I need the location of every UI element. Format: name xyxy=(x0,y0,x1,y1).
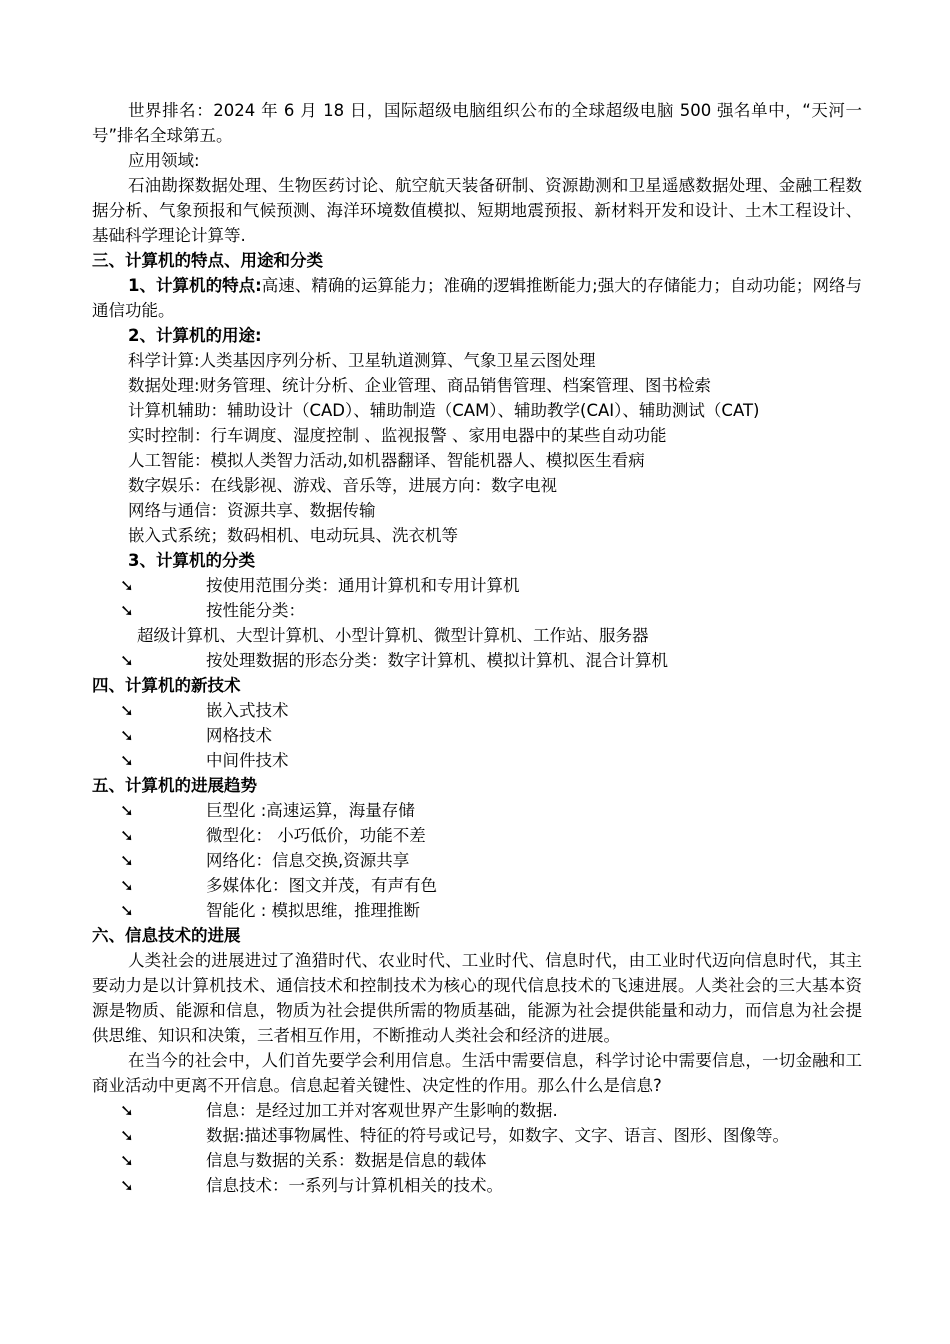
list-item: ➘ 中间件技术 xyxy=(92,748,862,773)
document-page xyxy=(92,98,862,1198)
arrow-bullet-icon: ➘ xyxy=(120,1176,134,1195)
arrow-bullet-icon: ➘ xyxy=(120,651,134,670)
list-item: ➘ 智能化 : 模拟思维，推理推断 xyxy=(92,898,862,923)
uses-heading: 2、计算机的用途: xyxy=(128,326,262,345)
arrow-bullet-icon: ➘ xyxy=(120,901,134,920)
section3-heading: 三、计算机的特点、用途和分类 xyxy=(92,251,323,270)
features-paragraph xyxy=(92,273,862,323)
list-item: ➘ 网格技术 xyxy=(92,723,862,748)
arrow-bullet-icon: ➘ xyxy=(120,876,134,895)
list-item: ➘ 按性能分类： xyxy=(92,598,862,623)
list-item: ➘ 多媒体化：图文并茂，有声有色 xyxy=(92,873,862,898)
application-label: 应用领域: xyxy=(128,151,200,170)
features-text: 高速、精确的运算能力；准确的逻辑推断能力;强大的存储能力；自动功能；网络与通信功能。 xyxy=(92,276,862,320)
arrow-bullet-icon: ➘ xyxy=(120,576,134,595)
use-line: 计算机辅助：辅助设计（CAD）、辅助制造（CAM）、辅助教学(CAI）、辅助测试（CAT) xyxy=(128,401,760,420)
use-line: 人工智能：模拟人类智力活动,如机器翻译、智能机器人、模拟医生看病 xyxy=(128,451,645,470)
arrow-bullet-icon: ➘ xyxy=(120,601,134,620)
arrow-bullet-icon: ➘ xyxy=(120,726,134,745)
arrow-bullet-icon: ➘ xyxy=(120,851,134,870)
list-item: ➘ 微型化： 小巧低价，功能不差 xyxy=(92,823,862,848)
info-paragraph-2: 在当今的社会中，人们首先要学会利用信息。生活中需要信息，科学讨论中需要信息，一切金融和工商业活动中更离不开信息。信息起着关键性、决定性的作用。那么什么是信息? xyxy=(92,1051,862,1095)
info-paragraph-1: 人类社会的进展进过了渔猎时代、农业时代、工业时代、信息时代，由工业时代迈向信息时代，其主要动力是以计算机技术、通信技术和控制技术为核心的现代信息技术的飞速进展。人类社会的三大基本资源是物质、能源和信息，物质为社会提供所需的物质基础，能源为社会提供能量和动力，而信息为社会提供思维、知识和决策，三者相互作用，不断推动人类社会和经济的进展。 xyxy=(92,951,862,1045)
arrow-bullet-icon: ➘ xyxy=(120,801,134,820)
performance-class-list: 超级计算机、大型计算机、小型计算机、微型计算机、工作站、服务器 xyxy=(137,626,649,645)
list-item: ➘ 信息与数据的关系：数据是信息的载体 xyxy=(92,1148,862,1173)
use-line: 嵌入式系统；数码相机、电动玩具、洗衣机等 xyxy=(128,526,458,545)
application-paragraph: 石油勘探数据处理、生物医药讨论、航空航天装备研制、资源勘测和卫星遥感数据处理、金融工程数据分析、气象预报和气候预测、海洋环境数值模拟、短期地震预报、新材料开发和设计、土木工程设计、基础科学理论计算等. xyxy=(92,176,862,245)
list-item: ➘ 按处理数据的形态分类：数字计算机、模拟计算机、混合计算机 xyxy=(92,648,862,673)
list-item: ➘ 巨型化 :高速运算，海量存储 xyxy=(92,798,862,823)
features-label: 1、计算机的特点: xyxy=(128,276,262,295)
section4-heading: 四、计算机的新技术 xyxy=(92,676,241,695)
arrow-bullet-icon: ➘ xyxy=(120,701,134,720)
arrow-bullet-icon: ➘ xyxy=(120,751,134,770)
use-line: 数字娱乐：在线影视、游戏、音乐等，进展方向：数字电视 xyxy=(128,476,557,495)
use-line: 数据处理:财务管理、统计分析、企业管理、商品销售管理、档案管理、图书检索 xyxy=(128,376,712,395)
list-item: ➘ 信息：是经过加工并对客观世界产生影响的数据. xyxy=(92,1098,862,1123)
section6-heading: 六、信息技术的进展 xyxy=(92,926,241,945)
list-item: ➘ 嵌入式技术 xyxy=(92,698,862,723)
use-line: 科学计算:人类基因序列分析、卫星轨道测算、气象卫星云图处理 xyxy=(128,351,596,370)
list-item: ➘ 按使用范围分类：通用计算机和专用计算机 xyxy=(92,573,862,598)
list-item: ➘ 信息技术：一系列与计算机相关的技术。 xyxy=(92,1173,862,1198)
classification-heading: 3、计算机的分类 xyxy=(128,551,255,570)
arrow-bullet-icon: ➘ xyxy=(120,1151,134,1170)
section5-heading: 五、计算机的进展趋势 xyxy=(92,776,257,795)
list-item: ➘ 网络化：信息交换,资源共享 xyxy=(92,848,862,873)
use-line: 实时控制：行车调度、湿度控制 、监视报警 、家用电器中的某些自动功能 xyxy=(128,426,667,445)
use-line: 网络与通信：资源共享、数据传输 xyxy=(128,501,376,520)
list-item: ➘ 数据:描述事物属性、特征的符号或记号，如数字、文字、语言、图形、图像等。 xyxy=(92,1123,862,1148)
arrow-bullet-icon: ➘ xyxy=(120,826,134,845)
ranking-paragraph: 世界排名：2024 年 6 月 18 日，国际超级电脑组织公布的全球超级电脑 500 强名单中，“天河一号”排名全球第五。 xyxy=(92,101,862,145)
arrow-bullet-icon: ➘ xyxy=(120,1126,134,1145)
arrow-bullet-icon: ➘ xyxy=(120,1101,134,1120)
